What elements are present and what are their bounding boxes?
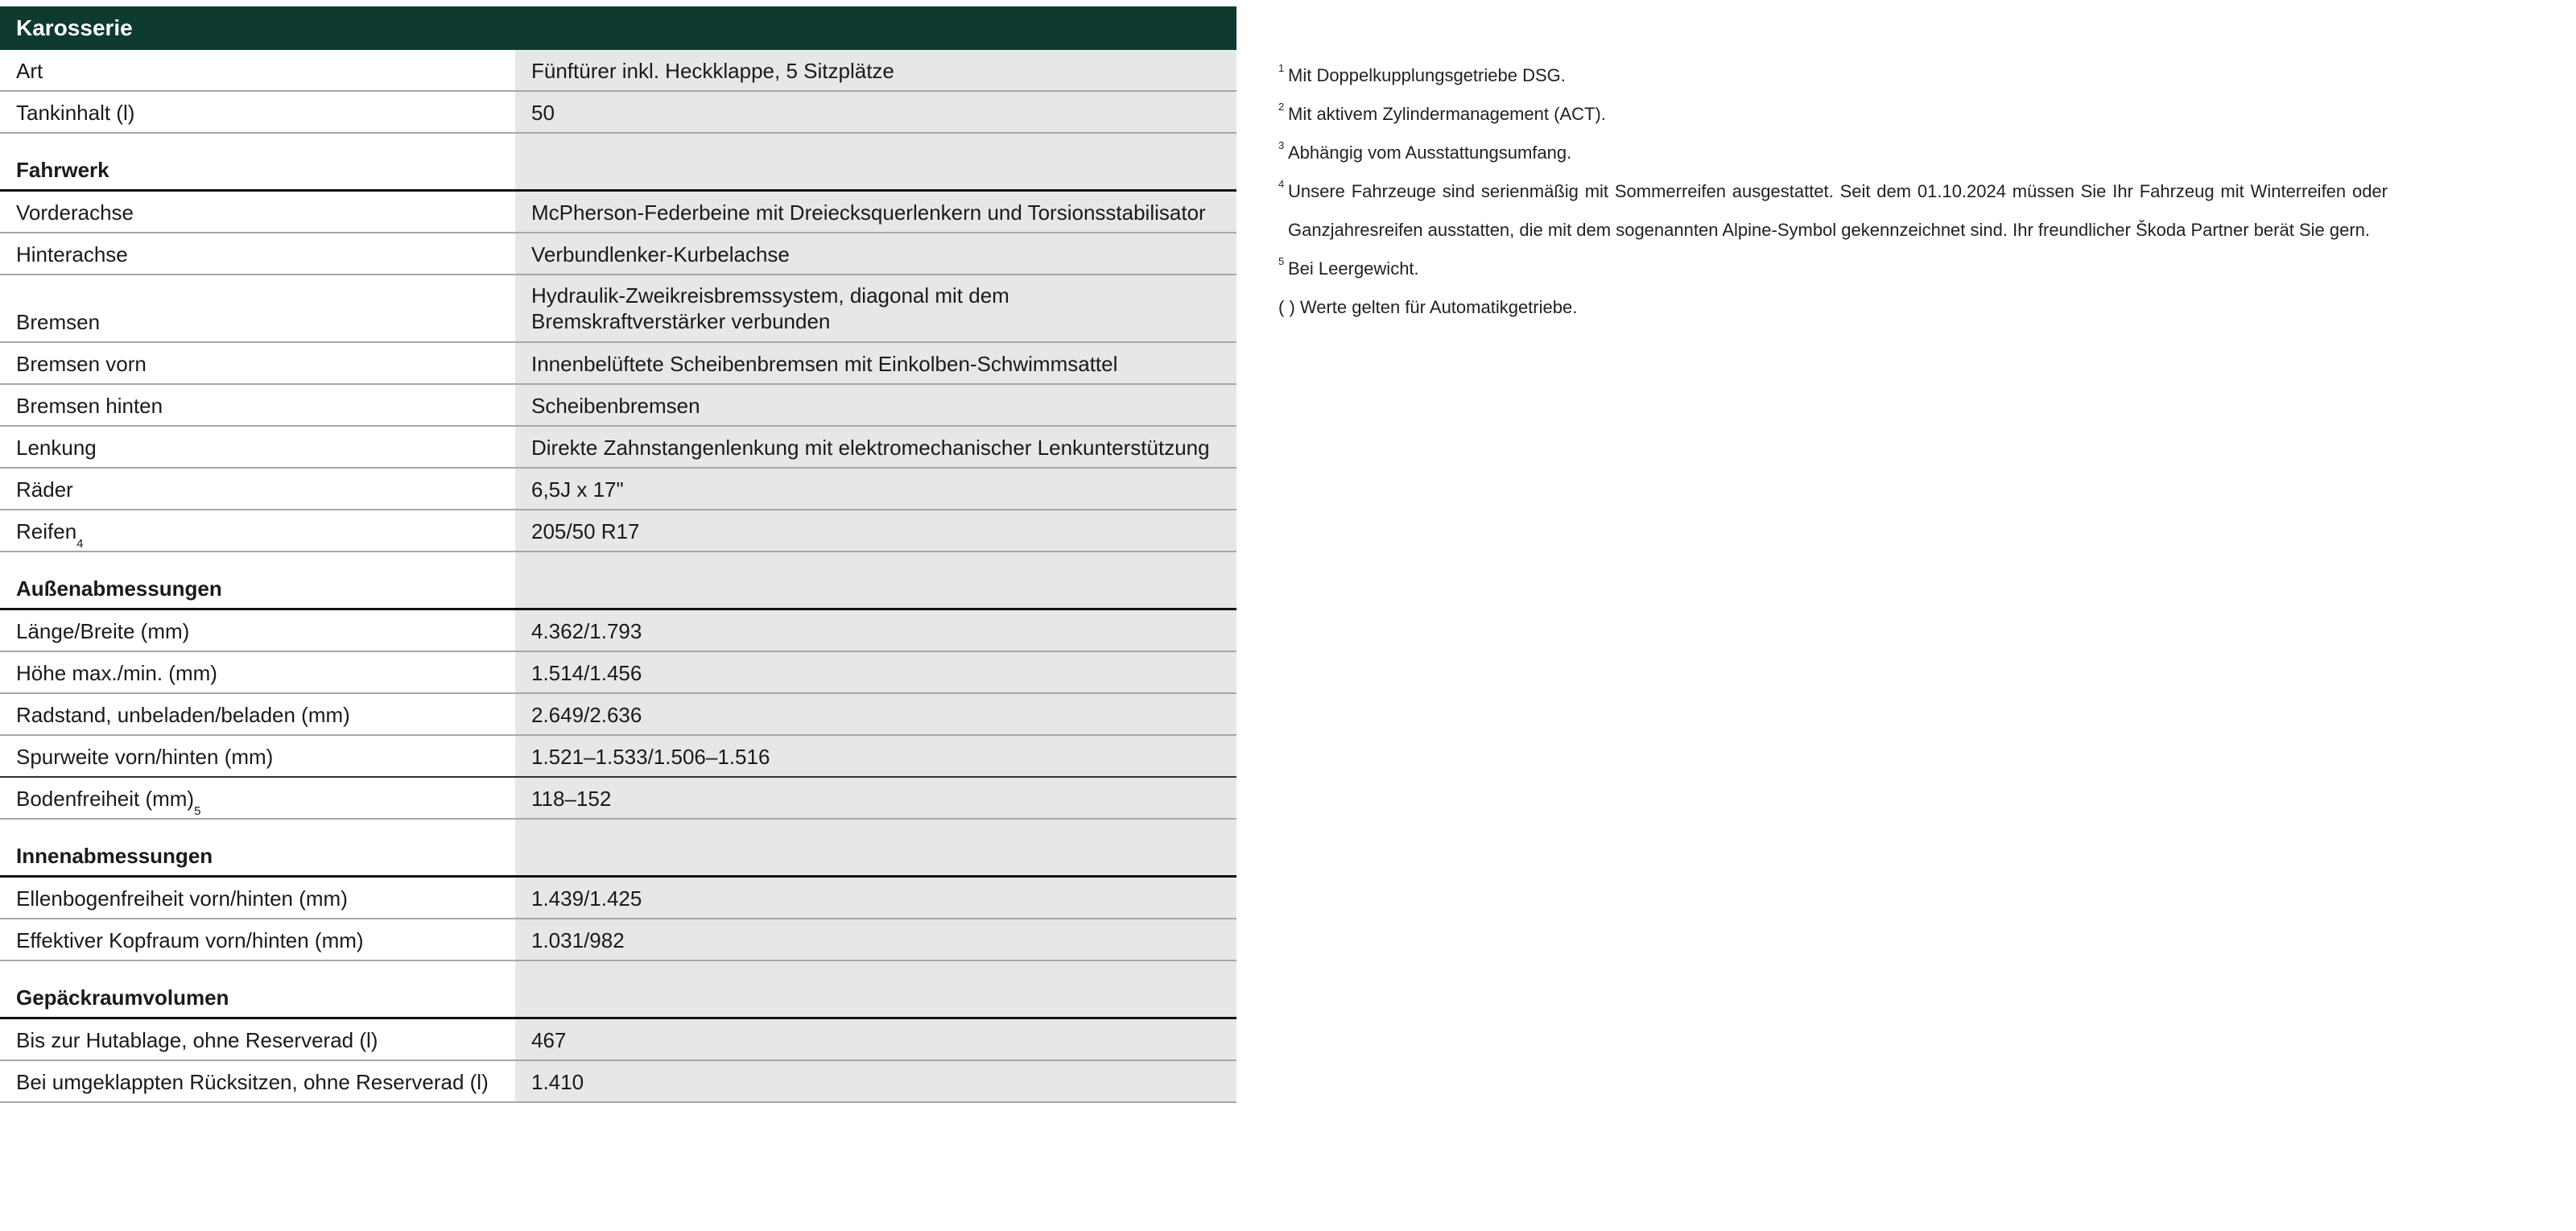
row-label: Bis zur Hutablage, ohne Reserverad (l) xyxy=(0,1019,515,1060)
row-value: McPherson-Federbeine mit Dreiecksquerlenkern und Torsionsstabilisator xyxy=(515,192,1236,232)
row-label: Bremsen vorn xyxy=(0,343,515,383)
row-value-text: Hydraulik-Zweikreisbremssystem, diagonal mit dem Bremskraftverstärker verbunden xyxy=(531,283,1009,333)
table-row xyxy=(0,343,1236,385)
table-row xyxy=(0,652,1236,694)
table-row xyxy=(0,427,1236,469)
row-value: Scheibenbremsen xyxy=(515,385,1236,425)
row-label: Vorderachse xyxy=(0,192,515,232)
row-value: 1.514/1.456 xyxy=(515,652,1236,692)
footnote xyxy=(1278,95,2388,134)
section-title: Fahrwerk xyxy=(0,134,515,189)
footnote-text: Mit Doppelkupplungsgetriebe DSG. xyxy=(1288,65,1566,85)
table-row xyxy=(0,192,1236,233)
section-filler xyxy=(515,552,1236,608)
row-label: Länge/Breite (mm) xyxy=(0,610,515,651)
row-value: 467 xyxy=(515,1019,1236,1060)
footnote-text: ( ) Werte gelten für Automatikgetriebe. xyxy=(1278,297,1578,317)
table-row xyxy=(0,469,1236,510)
row-value xyxy=(515,275,1236,341)
row-label: Ellenbogenfreiheit vorn/hinten (mm) xyxy=(0,878,515,918)
row-label: Räder xyxy=(0,469,515,509)
table-row xyxy=(0,275,1236,343)
table-row xyxy=(0,233,1236,275)
footnote-number: 3 xyxy=(1278,139,1285,151)
row-value: 1.031/982 xyxy=(515,919,1236,960)
table-row xyxy=(0,610,1236,652)
section-header-aussen xyxy=(0,552,1236,610)
row-value: 1.439/1.425 xyxy=(515,878,1236,918)
footnote-number: 1 xyxy=(1278,62,1285,74)
footnote xyxy=(1278,288,2388,327)
footnote xyxy=(1278,134,2388,172)
section-title: Außenabmessungen xyxy=(0,552,515,608)
row-label: Radstand, unbeladen/beladen (mm) xyxy=(0,694,515,734)
row-label: Bodenfreiheit (mm) 5 xyxy=(0,778,515,818)
row-label-text: Reifen xyxy=(16,519,77,543)
row-label: Hinterachse xyxy=(0,233,515,274)
section-header-fahrwerk xyxy=(0,134,1236,192)
row-label: Bremsen hinten xyxy=(0,385,515,425)
row-value: 205/50 R17 xyxy=(515,510,1236,551)
footnote xyxy=(1278,172,2388,250)
row-label: Bremsen xyxy=(0,275,515,341)
section-filler xyxy=(515,134,1236,189)
row-value: 4.362/1.793 xyxy=(515,610,1236,651)
table-row xyxy=(0,694,1236,736)
table-title: Karosserie xyxy=(0,6,1236,50)
row-value: 118–152 xyxy=(515,778,1236,818)
table-row xyxy=(0,385,1236,427)
table-row xyxy=(0,778,1236,820)
table-row xyxy=(0,1061,1236,1103)
row-value: 50 xyxy=(515,92,1236,132)
section-filler xyxy=(515,820,1236,875)
table-row xyxy=(0,92,1236,134)
footnote-text: Unsere Fahrzeuge sind serienmäßig mit Sommerreifen ausgestattet. Seit dem 01.10.2024 müssen Sie Ihr Fahrzeug mit Winterreifen oder Ganzjahresreifen ausstatten, die mit dem sogenannten Alpine-Symbol gekennzeichnet sind. Ihr freundlicher Škoda Partner berät Sie gern. xyxy=(1288,181,2388,240)
table-row xyxy=(0,878,1236,919)
row-value: 1.410 xyxy=(515,1061,1236,1101)
footnote-number: 4 xyxy=(1278,178,1285,190)
row-value: Direkte Zahnstangenlenkung mit elektromechanischer Lenkunterstützung xyxy=(515,427,1236,467)
row-label: Spurweite vorn/hinten (mm) xyxy=(0,736,515,776)
row-label: Reifen 4 xyxy=(0,510,515,551)
table-row xyxy=(0,919,1236,961)
row-label: Lenkung xyxy=(0,427,515,467)
footnotes xyxy=(1278,56,2388,327)
footnote xyxy=(1278,250,2388,288)
footnote-number: 5 xyxy=(1278,255,1285,267)
footnote-number: 2 xyxy=(1278,101,1285,113)
table-row xyxy=(0,1019,1236,1061)
row-label: Art xyxy=(0,50,515,90)
row-label: Bei umgeklappten Rücksitzen, ohne Reserverad (l) xyxy=(0,1061,515,1101)
specs-table xyxy=(0,6,1236,1103)
row-label: Höhe max./min. (mm) xyxy=(0,652,515,692)
section-title: Gepäckraumvolumen xyxy=(0,961,515,1017)
section-filler xyxy=(515,961,1236,1017)
section-header-innen xyxy=(0,820,1236,878)
row-label: Tankinhalt (l) xyxy=(0,92,515,132)
footnote-text: Mit aktivem Zylindermanagement (ACT). xyxy=(1288,104,1606,124)
row-value: 1.521–1.533/1.506–1.516 xyxy=(515,736,1236,776)
row-value: Verbundlenker-Kurbelachse xyxy=(515,233,1236,274)
footnote xyxy=(1278,56,2388,95)
row-value: 2.649/2.636 xyxy=(515,694,1236,734)
table-row xyxy=(0,50,1236,92)
row-value: Fünftürer inkl. Heckklappe, 5 Sitzplätze xyxy=(515,50,1236,90)
section-title: Innenabmessungen xyxy=(0,820,515,875)
table-row xyxy=(0,736,1236,778)
row-label-text: Bodenfreiheit (mm) xyxy=(16,787,195,811)
row-value: 6,5J x 17" xyxy=(515,469,1236,509)
section-header-gepaeck xyxy=(0,961,1236,1019)
row-value: Innenbelüftete Scheibenbremsen mit Einkolben-Schwimmsattel xyxy=(515,343,1236,383)
footnote-text: Bei Leergewicht. xyxy=(1288,258,1419,279)
row-label: Effektiver Kopfraum vorn/hinten (mm) xyxy=(0,919,515,960)
table-row xyxy=(0,510,1236,552)
footnote-text: Abhängig vom Ausstattungsumfang. xyxy=(1288,143,1572,163)
